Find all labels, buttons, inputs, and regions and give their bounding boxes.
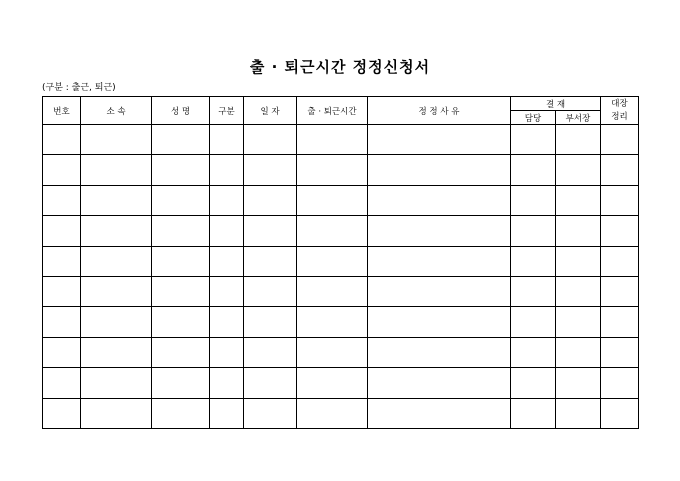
table-row — [43, 368, 639, 398]
form-cell[interactable] — [244, 368, 297, 398]
header-name: 성 명 — [152, 97, 210, 125]
form-cell[interactable] — [601, 216, 639, 246]
form-cell[interactable] — [556, 216, 601, 246]
form-cell[interactable] — [556, 155, 601, 185]
form-cell[interactable] — [556, 185, 601, 215]
form-cell[interactable] — [244, 337, 297, 367]
form-cell[interactable] — [297, 185, 368, 215]
category-note: (구분 : 출근, 퇴근) — [42, 83, 116, 93]
table-row — [43, 337, 639, 367]
form-cell[interactable] — [368, 155, 511, 185]
table-row — [43, 216, 639, 246]
form-cell[interactable] — [43, 155, 81, 185]
form-cell[interactable] — [81, 307, 152, 337]
table-row — [43, 398, 639, 428]
form-cell[interactable] — [511, 216, 556, 246]
form-cell[interactable] — [152, 368, 210, 398]
header-dept: 소 속 — [81, 97, 152, 125]
form-cell[interactable] — [556, 337, 601, 367]
form-cell[interactable] — [601, 368, 639, 398]
form-cell[interactable] — [152, 276, 210, 306]
form-cell[interactable] — [81, 155, 152, 185]
header-ledger: 대장 정리 — [601, 97, 639, 125]
form-cell[interactable] — [210, 246, 244, 276]
form-cell[interactable] — [244, 155, 297, 185]
form-cell[interactable] — [511, 185, 556, 215]
form-cell[interactable] — [511, 368, 556, 398]
form-cell[interactable] — [511, 246, 556, 276]
form-cell[interactable] — [511, 307, 556, 337]
form-cell[interactable] — [43, 246, 81, 276]
form-cell[interactable] — [368, 246, 511, 276]
form-cell[interactable] — [81, 125, 152, 155]
form-cell[interactable] — [511, 398, 556, 428]
form-cell[interactable] — [244, 246, 297, 276]
form-cell[interactable] — [244, 307, 297, 337]
form-cell[interactable] — [210, 398, 244, 428]
form-cell[interactable] — [368, 337, 511, 367]
form-cell[interactable] — [210, 368, 244, 398]
form-cell[interactable] — [210, 337, 244, 367]
form-cell[interactable] — [152, 185, 210, 215]
form-cell[interactable] — [244, 398, 297, 428]
form-cell[interactable] — [244, 216, 297, 246]
form-cell[interactable] — [297, 398, 368, 428]
header-date: 일 자 — [244, 97, 297, 125]
form-cell[interactable] — [43, 185, 81, 215]
form-cell[interactable] — [152, 155, 210, 185]
form-cell[interactable] — [368, 216, 511, 246]
form-cell[interactable] — [81, 246, 152, 276]
form-cell[interactable] — [43, 398, 81, 428]
form-cell[interactable] — [297, 246, 368, 276]
form-cell[interactable] — [152, 398, 210, 428]
table-row — [43, 125, 639, 155]
form-cell[interactable] — [601, 185, 639, 215]
form-cell[interactable] — [368, 125, 511, 155]
form-cell[interactable] — [81, 276, 152, 306]
form-cell[interactable] — [511, 125, 556, 155]
form-cell[interactable] — [244, 185, 297, 215]
correction-form-table — [42, 96, 639, 429]
form-cell[interactable] — [556, 276, 601, 306]
form-cell[interactable] — [601, 125, 639, 155]
form-cell[interactable] — [297, 276, 368, 306]
form-cell[interactable] — [152, 246, 210, 276]
form-cell[interactable] — [368, 276, 511, 306]
form-cell[interactable] — [210, 276, 244, 306]
form-cell[interactable] — [210, 216, 244, 246]
form-cell[interactable] — [43, 125, 81, 155]
form-cell[interactable] — [511, 155, 556, 185]
header-type: 구분 — [210, 97, 244, 125]
form-cell[interactable] — [601, 337, 639, 367]
form-cell[interactable] — [81, 216, 152, 246]
form-cell[interactable] — [81, 337, 152, 367]
form-cell[interactable] — [210, 307, 244, 337]
form-cell[interactable] — [152, 125, 210, 155]
header-reason: 정 정 사 유 — [368, 97, 511, 125]
form-cell[interactable] — [601, 307, 639, 337]
form-cell[interactable] — [244, 125, 297, 155]
table-row — [43, 276, 639, 306]
header-no: 번호 — [43, 97, 81, 125]
form-cell[interactable] — [81, 398, 152, 428]
form-cell[interactable] — [152, 216, 210, 246]
form-cell[interactable] — [601, 276, 639, 306]
table-row — [43, 185, 639, 215]
form-cell[interactable] — [511, 276, 556, 306]
form-cell[interactable] — [601, 155, 639, 185]
form-cell[interactable] — [81, 368, 152, 398]
form-cell[interactable] — [556, 307, 601, 337]
form-cell[interactable] — [43, 216, 81, 246]
header-approval-head: 부서장 — [556, 111, 601, 125]
form-cell[interactable] — [556, 246, 601, 276]
form-cell[interactable] — [556, 125, 601, 155]
form-cell[interactable] — [43, 337, 81, 367]
form-cell[interactable] — [556, 398, 601, 428]
form-cell[interactable] — [601, 246, 639, 276]
form-cell[interactable] — [244, 276, 297, 306]
form-cell[interactable] — [43, 276, 81, 306]
form-cell[interactable] — [601, 398, 639, 428]
document-title: 출 · 퇴근시간 정정신청서 — [249, 58, 431, 76]
form-cell[interactable] — [297, 216, 368, 246]
form-cell[interactable] — [297, 155, 368, 185]
form-cell[interactable] — [210, 185, 244, 215]
form-cell[interactable] — [43, 368, 81, 398]
form-body — [43, 125, 639, 429]
form-cell[interactable] — [152, 337, 210, 367]
form-cell[interactable] — [297, 125, 368, 155]
header-approval-staff: 담당 — [511, 111, 556, 125]
table-row — [43, 155, 639, 185]
form-cell[interactable] — [43, 307, 81, 337]
form-cell[interactable] — [297, 368, 368, 398]
form-cell[interactable] — [368, 398, 511, 428]
form-cell[interactable] — [81, 185, 152, 215]
form-cell[interactable] — [152, 307, 210, 337]
form-cell[interactable] — [210, 155, 244, 185]
form-cell[interactable] — [297, 337, 368, 367]
form-cell[interactable] — [511, 337, 556, 367]
form-cell[interactable] — [210, 125, 244, 155]
form-cell[interactable] — [368, 185, 511, 215]
form-cell[interactable] — [297, 307, 368, 337]
table-row — [43, 246, 639, 276]
table-row — [43, 307, 639, 337]
form-cell[interactable] — [368, 368, 511, 398]
header-time: 출 · 퇴근시간 — [297, 97, 368, 125]
header-approval: 결 재 — [511, 97, 601, 111]
form-cell[interactable] — [556, 368, 601, 398]
form-cell[interactable] — [368, 307, 511, 337]
